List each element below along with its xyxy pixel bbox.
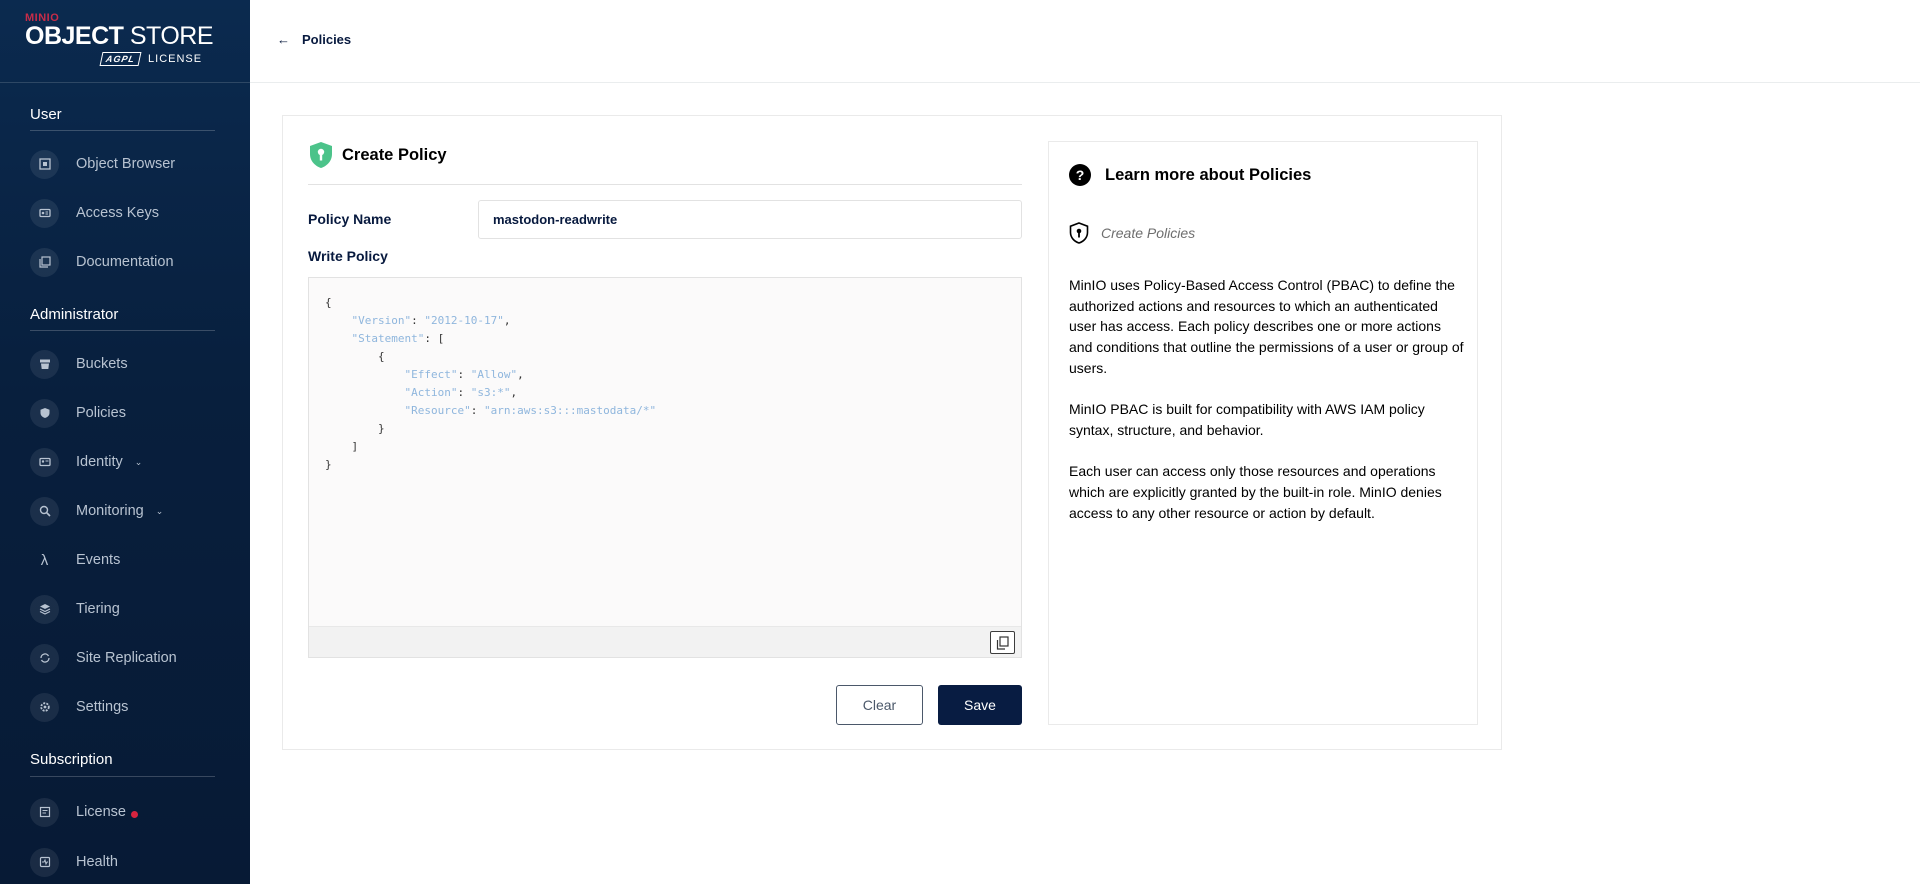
chevron-down-icon[interactable]: ⌄ [155, 505, 164, 516]
help-paragraph: MinIO PBAC is built for compatibility with AWS IAM policy syntax, structure, and behavior. [1069, 401, 1425, 438]
title-divider [308, 184, 1022, 185]
policy-shield-icon [308, 141, 334, 169]
sidebar-item-documentation[interactable] [30, 245, 174, 279]
code-line: { [325, 296, 332, 309]
section-title-subscription: Subscription [30, 751, 113, 768]
sidebar-item-label: Documentation [76, 254, 174, 270]
sidebar-item-health[interactable] [30, 845, 118, 879]
policy-name-label: Policy Name [308, 211, 392, 227]
help-title [1069, 164, 1311, 186]
sidebar-item-label: Monitoring [76, 503, 144, 519]
form-title [308, 141, 447, 169]
sidebar-item-site-replication[interactable] [30, 641, 177, 675]
policy-code-editor[interactable] [308, 277, 1022, 658]
section-title-administrator: Administrator [30, 306, 119, 323]
code-line: "Resource": "arn:aws:s3:::mastodata/*" [404, 404, 657, 417]
sidebar-item-identity[interactable] [30, 445, 142, 479]
help-panel [1048, 141, 1478, 725]
policy-shield-outline-icon [1069, 222, 1089, 244]
sidebar-item-label: License [76, 804, 126, 820]
code-line: } [325, 422, 385, 435]
sidebar-item-license[interactable] [30, 795, 138, 829]
policies-icon [30, 399, 59, 428]
code-line: } [325, 458, 332, 471]
sidebar-item-tiering[interactable] [30, 592, 120, 626]
code-line: "Action": "s3:*", [404, 386, 518, 399]
logo-product [25, 24, 215, 48]
arrow-left-icon: ← [277, 32, 290, 47]
code-line: "Statement": [ [351, 332, 445, 345]
health-icon [30, 848, 59, 877]
help-subtitle [1069, 222, 1195, 244]
clear-button[interactable]: Clear [836, 685, 923, 725]
sidebar-item-label: Identity [76, 454, 123, 470]
sidebar-item-label: Policies [76, 405, 126, 421]
section-divider [30, 130, 215, 131]
sidebar-item-label: Object Browser [76, 156, 176, 172]
sidebar-item-label: Health [76, 854, 118, 870]
back-link-label: Policies [302, 32, 352, 47]
code-line: { [325, 350, 385, 363]
section-divider [30, 776, 215, 777]
form-title-text: Create Policy [342, 145, 447, 164]
sidebar-item-label: Buckets [76, 356, 128, 372]
site-replication-icon [30, 644, 59, 673]
license-text: LICENSE [148, 53, 203, 65]
help-paragraph: MinIO uses Policy-Based Access Control (PBAC) to define the authorized actions and resources to which an authenticated user has access. Each policy describes one or more actions and conditions that outline the permissions of a user or group of users. [1069, 277, 1464, 376]
agpl-badge: AGPL [100, 52, 142, 66]
top-bar [250, 0, 1920, 83]
logo-brand: MINIO [25, 12, 60, 24]
copy-button[interactable] [990, 631, 1015, 654]
policy-name-input[interactable] [478, 200, 1022, 239]
minio-logo[interactable] [25, 12, 215, 74]
sidebar-item-object-browser[interactable] [30, 147, 175, 181]
logo-product-light: STORE [123, 22, 214, 50]
logo-license [101, 52, 202, 66]
settings-icon [30, 693, 59, 722]
back-to-policies-link[interactable] [277, 32, 351, 47]
save-button[interactable]: Save [938, 685, 1022, 725]
tiering-icon [30, 595, 59, 624]
help-title-text: Learn more about Policies [1105, 165, 1312, 184]
lambda-icon: λ [40, 551, 49, 569]
identity-icon [30, 448, 59, 477]
sidebar [0, 0, 250, 884]
code-line: ] [325, 440, 359, 453]
logo-divider [0, 82, 250, 83]
sidebar-item-settings[interactable] [30, 690, 128, 724]
code-line: "Effect": "Allow", [404, 368, 524, 381]
code-line: "Version": "2012-10-17", [351, 314, 511, 327]
sidebar-item-policies[interactable] [30, 396, 126, 430]
policy-code[interactable] [325, 294, 656, 474]
sidebar-item-label: Site Replication [76, 650, 177, 666]
monitoring-icon [30, 497, 59, 526]
help-paragraph: Each user can access only those resources and operations which are explicitly granted by the built-in role. MinIO denies access to any other resource or action by default. [1069, 463, 1442, 521]
sidebar-item-label: Settings [76, 699, 129, 715]
access-keys-icon [30, 199, 59, 228]
sidebar-item-label: Events [76, 552, 121, 568]
sidebar-item-access-keys[interactable] [30, 196, 159, 230]
chevron-down-icon[interactable]: ⌄ [134, 456, 143, 467]
sidebar-item-monitoring[interactable] [30, 494, 163, 528]
object-browser-icon [30, 150, 59, 179]
documentation-icon [30, 248, 59, 277]
help-body [1069, 275, 1464, 544]
sidebar-item-label: Access Keys [76, 205, 159, 221]
help-subtitle-text: Create Policies [1101, 225, 1196, 241]
alert-dot [131, 811, 138, 818]
write-policy-label: Write Policy [308, 248, 388, 264]
sidebar-item-events[interactable] [30, 543, 120, 577]
copy-icon [996, 636, 1009, 650]
sidebar-item-label: Tiering [76, 601, 120, 617]
section-title-user: User [30, 106, 62, 123]
buckets-icon [30, 350, 59, 379]
sidebar-item-buckets[interactable] [30, 347, 128, 381]
create-policy-card [282, 115, 1502, 750]
editor-footer [309, 626, 1021, 657]
help-question-icon: ? [1069, 164, 1091, 186]
license-icon [30, 798, 59, 827]
logo-product-bold: OBJECT [25, 22, 124, 50]
section-divider [30, 330, 215, 331]
